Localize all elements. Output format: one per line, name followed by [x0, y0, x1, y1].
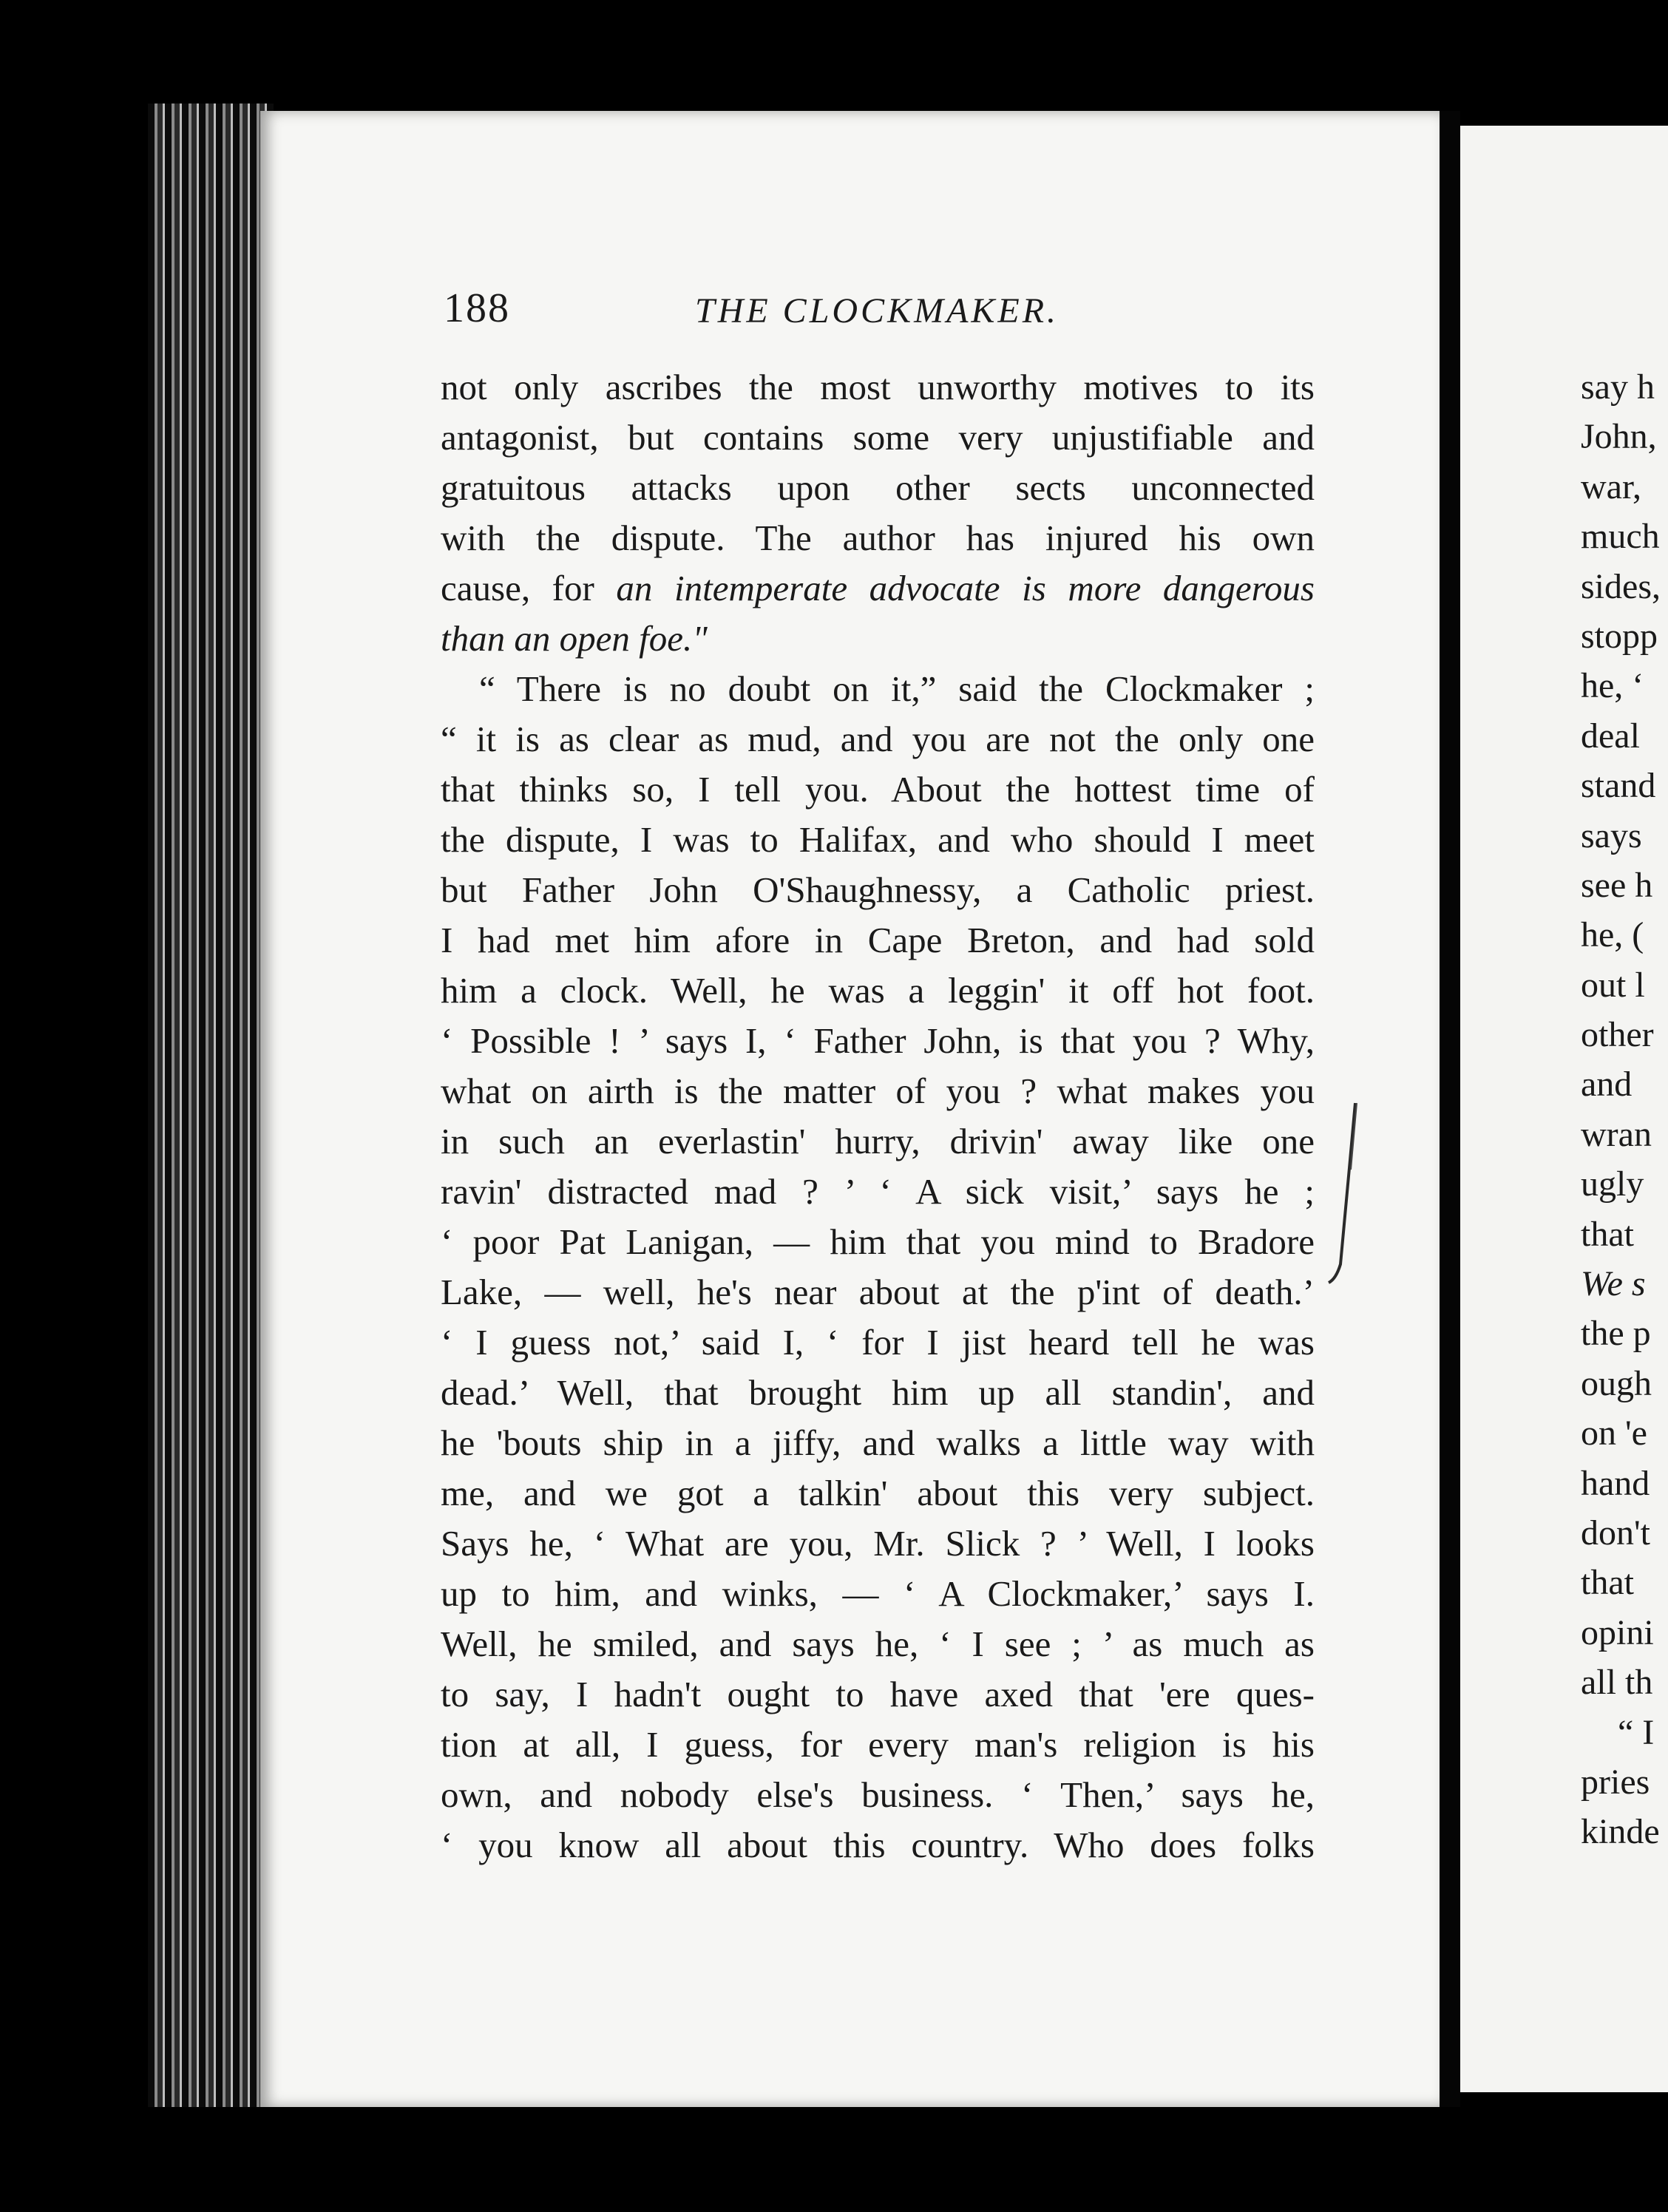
text-line: “ There is no doubt on it,” said the Clockmaker ;: [479, 668, 1315, 709]
right-line: say h: [1581, 367, 1655, 407]
text-line: antagonist, but contains some very unjustifiable and: [441, 417, 1315, 458]
text-line: gratuitous attacks upon other sects unconnected: [441, 467, 1315, 508]
text-line: ravin' distracted mad ? ’ ‘ A sick visit,’ says he ;: [441, 1171, 1315, 1212]
text-line: [441, 563, 1315, 614]
text-line: not only ascribes the most unworthy motives to its: [441, 367, 1315, 407]
page-edges: [148, 104, 274, 2107]
right-line: out l: [1581, 965, 1645, 1005]
right-line: and: [1581, 1065, 1633, 1105]
right-line: war,: [1581, 467, 1642, 506]
right-line: “ I: [1618, 1712, 1655, 1752]
text-line: in such an everlastin' hurry, drivin' away like one: [441, 1121, 1315, 1161]
text-line: Says he, ‘ What are you, Mr. Slick ? ’ Well, I looks: [441, 1523, 1315, 1564]
right-line: opini: [1581, 1612, 1654, 1652]
right-line: that: [1581, 1563, 1634, 1603]
right-line: John,: [1581, 417, 1657, 457]
right-line: stopp: [1581, 616, 1658, 656]
right-line: ough: [1581, 1363, 1652, 1403]
right-line: stand: [1581, 766, 1656, 806]
right-line: that: [1581, 1214, 1634, 1254]
text-line: that thinks so, I tell you. About the hottest time of: [441, 769, 1315, 810]
text-line: dead.’ Well, that brought him up all standin', and: [441, 1372, 1315, 1413]
text-line: “ it is as clear as mud, and you are not the only one: [441, 719, 1315, 759]
text-line: ‘ I guess not,’ said I, ‘ for I jist heard tell he was: [441, 1322, 1315, 1363]
text-line: to say, I hadn't ought to have axed that 'ere ques-: [441, 1674, 1315, 1714]
body-text: [441, 362, 1315, 1870]
right-line: on 'e: [1581, 1414, 1647, 1453]
text-line: he 'bouts ship in a jiffy, and walks a little way with: [441, 1422, 1315, 1463]
text-line: me, and we got a talkin' about this very subject.: [441, 1473, 1315, 1513]
text-line: but Father John O'Shaughnessy, a Catholic priest.: [441, 869, 1315, 910]
right-line: deal: [1581, 716, 1640, 756]
right-line: don't: [1581, 1513, 1650, 1553]
text-line: with the dispute. The author has injured his own: [441, 518, 1315, 558]
text-line: Lake, — well, he's near about at the p'int of death.’: [441, 1272, 1315, 1312]
right-line: he, (: [1581, 915, 1644, 955]
right-line: all th: [1581, 1663, 1653, 1703]
right-line: wran: [1581, 1114, 1652, 1154]
pencil-mark: [1320, 1102, 1364, 1286]
italic-phrase: an intemperate advocate is more dangerous: [616, 568, 1315, 608]
text-line: Well, he smiled, and says he, ‘ I see ; ’ as much as: [441, 1624, 1315, 1664]
right-line: pries: [1581, 1762, 1650, 1802]
text-line: ‘ you know all about this country. Who does folks: [441, 1825, 1315, 1865]
right-line: ugly: [1581, 1164, 1644, 1204]
italic-phrase-end: than an open foe.": [441, 618, 708, 659]
text-line: tion at all, I guess, for every man's religion is his: [441, 1724, 1315, 1765]
right-line: he, ‘: [1581, 666, 1644, 706]
right-line: sides,: [1581, 566, 1661, 606]
right-line: the p: [1581, 1314, 1651, 1354]
page-header: [444, 285, 1353, 344]
right-line: see h: [1581, 865, 1653, 905]
text-line: I had met him afore in Cape Breton, and had sold: [441, 920, 1315, 960]
page-number: 188: [444, 285, 510, 331]
running-head: THE CLOCKMAKER.: [695, 291, 1060, 330]
text-line: ‘ Possible ! ’ says I, ‘ Father John, is that you ? Why,: [441, 1020, 1315, 1061]
text-line-start: cause, for: [441, 568, 594, 608]
right-line: hand: [1581, 1463, 1650, 1503]
text-line: what on airth is the matter of you ? what makes you: [441, 1071, 1315, 1111]
text-line: the dispute, I was to Halifax, and who should I meet: [441, 819, 1315, 860]
right-line: kinde: [1581, 1812, 1660, 1852]
text-line: ‘ poor Pat Lanigan, — him that you mind to Bradore: [441, 1221, 1315, 1262]
right-page-text: [1581, 362, 1668, 1857]
right-line: We s: [1581, 1264, 1646, 1304]
right-line: says: [1581, 815, 1642, 855]
right-line: other: [1581, 1015, 1654, 1055]
right-line: much: [1581, 517, 1660, 557]
text-line: [441, 614, 1315, 664]
text-line: him a clock. Well, he was a leggin' it off hot foot.: [441, 970, 1315, 1011]
right-page: [1460, 126, 1668, 2092]
text-line: own, and nobody else's business. ‘ Then,’ says he,: [441, 1774, 1315, 1815]
book-gutter: [1440, 111, 1460, 2107]
text-line: up to him, and winks, — ‘ A Clockmaker,’ says I.: [441, 1573, 1315, 1614]
